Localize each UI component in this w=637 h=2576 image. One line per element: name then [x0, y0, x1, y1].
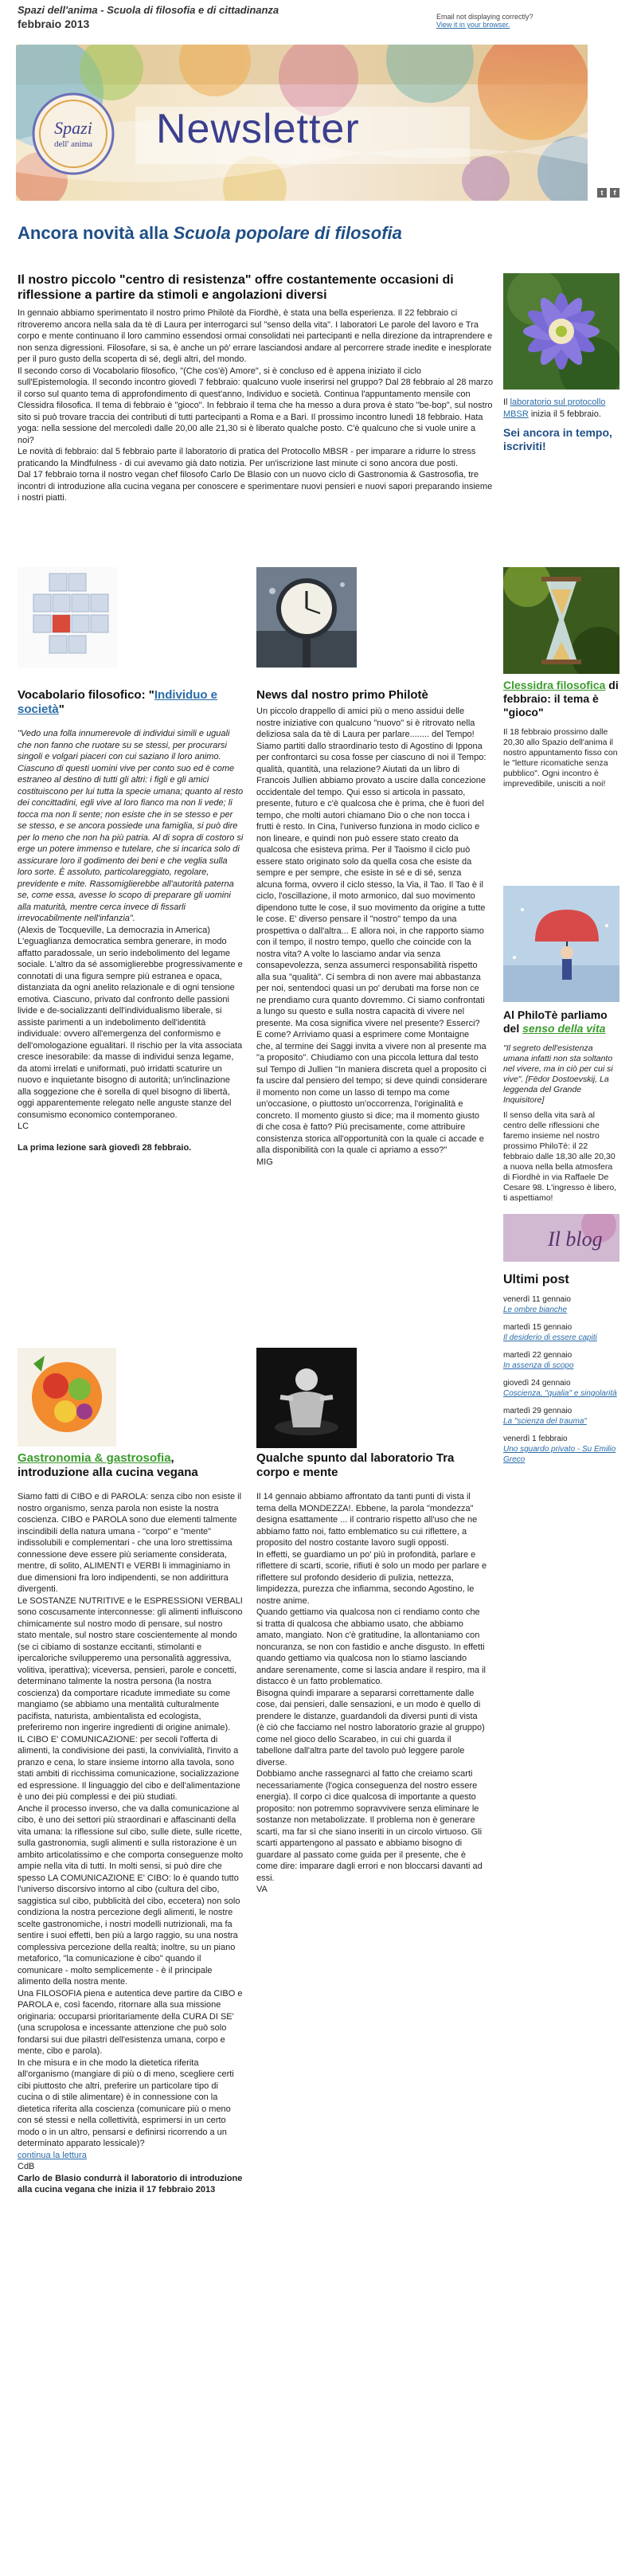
umbrella-image: [503, 886, 619, 1002]
intro-paragraph-4: Dal 17 febbraio torna il nostro vegan chef filosofo Carlo De Blasio con un nuovo ciclo di Gastronomia & Gastrosofia, tre incontri di introduzione alla cucina vegana per conoscere e sperimentare nuovi pensieri e nuovi sapori preparando insieme i nostri piatti.: [18, 470, 493, 503]
vocab-attribution: (Alexis de Tocqueville, La democrazia in America): [18, 925, 210, 935]
clessidra-link[interactable]: Clessidra filosofica: [503, 679, 606, 691]
blog-post-item: [503, 1294, 619, 1315]
blog-heading: Ultimi post: [503, 1273, 569, 1286]
gastro-title: Gastronomia & gastrosofia, introduzione alla cucina vegana: [18, 1451, 198, 1479]
blog-post-item: [503, 1406, 619, 1427]
gastro-paragraph-6: In che misura e in che modo la dietetica riferita all'organismo (mangiare di più o di meno, scegliere certi cibi piuttosto che altri, preferire un particolare tipo di cucina o di stile alimentare) è in connessione con la dietetica riferita alla coscienza (comunicare più o meno con sé stessi e nella collettività, esprimersi in un certo modo o in un altro, pensarsi e definirsi ricorrendo a un determinato apparato lessicale)?: [18, 2057, 234, 2148]
clessidra-body: Il 18 febbraio prossimo dalle 20,30 allo Spazio dell'anima il nostro appuntamento fisso con le "letture ricomatiche senza pubblico". Ogni incontro è imprevedibile, unisciti a noi!: [503, 727, 618, 789]
corpo-paragraph-4: Bisogna quindi imparare a separarsi correttamente dalle cose, dai pensieri, dalle sensazioni, e un modo è quello di prendere le distanze, guardandoli da diversi punti di vista (è ciò che facciamo nel nostro laboratorio grazie al gruppo) come nel gioco dello Scarabeo, in cui chi guarda il tabellone dall'altra parte del tavolo può leggere parole diverse.: [256, 1688, 485, 1768]
philote-sidebar: [503, 1008, 619, 1204]
top-bar: [0, 0, 637, 45]
vocab-quote: "Vedo una folla innumerevole di individui simili e uguali che non fanno che ruotare su se stessi, per procurarsi singoli e volgari piaceri con cui saziano il loro animo. Ciascuno di questi uomini vive per conto suo ed è come estraneo al destino di tutti gli altri: i figli e gli amici costituiscono per lui tutta la specie umana; quanto al resto dei concittadini, egli vive al loro fianco ma non li vede; li tocca ma non li sente; non esiste che in se stesso e per se stesso, e se ancora possiede una famiglia, si può dire per lo meno che non ha più patria. Al di sopra di costoro si erge un potere immenso e tutelare, che si incarica solo di assicurare loro il godimento dei beni e che veglia sulla loro sorte. È assoluto, particolareggiato, regolare, previdente e mite. Rassomiglierebbe all'autorità paterna se, come essa, avesse lo scopo di preparare gli uomini alla maturità, mentre cerca invece di fissarli irrevocabilmente nell'infanzia".: [18, 729, 244, 923]
gastro-paragraph-4: Anche il processo inverso, che va dalla comunicazione al cibo, è uno dei settori più straordinari e affascinanti della vita umana: la riflessione sul cibo, sulle diete, sulle ricette, sulla gastronomia, sugli alimenti e sulla ristorazione è un ambito articolatissimo e che comporta conseguenze molto ampie nella vita di tutti. In molti sensi, si può dire che spesso LA COMUNICAZIONE E' CIBO: lo è quando tutto l'universo discorsivo intorno al cibo (cultura del cibo, saggistica sul cibo, pubblicità del cibo, eccetera) non solo condiziona la nostra percezione degli alimenti, le nostre scelte gastronomiche, i nostri modelli nutrizionali, ma fa sentire i suoi effetti, ben più a largo raggio, su una nostra complessiva percezione della realtà; inoltre, su un piano metaforico, "la comunicazione è cibo" quando il comunicare - molto semplicemente - è il principale alimento della nostra mente.: [18, 1803, 244, 1987]
bw-figure-image: [256, 1348, 357, 1448]
philote-signature: MIG: [256, 1157, 273, 1167]
intro-paragraph-3: Le novità di febbraio: dal 5 febbraio parte il laboratorio di pratica del Protocollo MBSR - per imparare a ridurre lo stress praticando la Mindfulness - di cui avevamo già dato notizia. Per un'iscrizione last minute ci sono ancora due posti.: [18, 447, 476, 468]
corpo-section: [256, 1451, 487, 1896]
blog-post-date: giovedì 24 gennaio: [503, 1379, 571, 1388]
issue-date: febbraio 2013: [18, 18, 90, 30]
corpo-paragraph-1: Il 14 gennaio abbiamo affrontato da tanti punti di vista il tema della MONDEZZA!. Ebbene, la parola "mondezza" designa esattamente ... il contrario rispetto all'uso che ne abbiamo fatto noi, fatto emblematico su cui riflettere, a proposito del nostro costante lavoro sugli opposti.: [256, 1492, 478, 1548]
header-banner: [16, 45, 588, 201]
blog-post-date: venerdì 1 febbraio: [503, 1435, 568, 1443]
blog-post-date: martedì 15 gennaio: [503, 1323, 573, 1332]
philote-sidebar-heading: Al PhiloTè parliamo del senso della vita: [503, 1008, 608, 1035]
mbsr-sidebar: Il laboratorio sul protocollo MBSR inizia il 5 febbraio. Sei ancora in tempo, iscriviti!: [503, 397, 619, 453]
blog-post-link[interactable]: Le ombre bianche: [503, 1306, 568, 1314]
logo-text-spazi: Spazi: [54, 118, 92, 138]
banner-title: Newsletter: [156, 106, 360, 152]
philote-body: Un piccolo drappello di amici più o meno assidui delle nostre iniziative con qualcuno "nuovo" si è ritrovato nella deliziosa sala da tè di Laura per parlare........ del Tempo! Siamo partiti dallo straordinario testo di Agostino di Ippona per confrontarci su cosa fosse per ciascuno di noi il Tempo: qualità, quantità, una relazione? Aiutati da un libro di Francois Jullien abbiamo provato a uscire dalla concezione occidentale del tempo. Qui esso si articola in passato, presente, futuro e c'è qualcosa che è prima, che è fuori del tempo, che molti autori chiamano Dio o che non tocca i frutti è resto. In Cina, l'universo funziona in modo ciclico e non lineare, e quindi non può essere stato creato da qualcosa che esisteva prima. Per il Taoismo il ciclo può essere stato originato solo da quella cosa che esiste da sempre e per sempre, che esiste in sé e di sé, senza alcuna forma, ovvero il ciclo stesso, la Via, il Tao. Il Tao è il ciclo, l'oscillazione, il moto armonico, dal suo movimento dipendono tutte le cose, il suo movimento da origine a tutte le cose. E' diverso pensare il "nostro" tempo da una prospettiva o dall'altra... E allora noi, in che rapporto siamo con il tempo, il nostro tempo, quello che coincide con la nostra vita? A volte lo lasciamo andar via senza consapevolezza, senza assumerci responsabilità rispetto alla sua "qualità". Ci sembra di non avere mai abbastanza per noi, sentendoci quasi un po' derubati ma forse non ce ne prendiamo cura quanto dovremmo. Ci siamo confrontati a lungo su questo e sulla nostra capacità di vivere nel presente. Ma cosa significa vivere nel presente? Esserci? E come? Arriviamo quasi a esprimere come Montaigne che, al termine dei Saggi invita a vivere non al presente ma "a proposito". Chiudiamo con una piccola lettura dal testo sul Tempo di Jullien "In maniera discreta quel a proposito ci fa uscire dal pensiero del tempo; si deve quindi considerare il momento non come un lasso di tempo ma come un'occasione, o piuttosto un'occorrenza, l'originalità e concreto. Il momento giusto si dice; ma il momento giusto di che cosa è fatto? Più precisamente, come attribuire consistenza storica all'opportunità con la quale ci accade e alla disponibilità con la quale ci apriamo a esso?": [256, 707, 487, 1155]
philote-sidebar-quote: "Il segreto dell'esistenza umana infatti non sta soltanto nel vivere, ma in ciò per cui si vive". [Fëdor Dostoevskij, La leggenda del Grande Inquisitore]: [503, 1043, 613, 1105]
blog-section: [503, 1273, 619, 1472]
view-in-browser-link[interactable]: View it in your browser.: [436, 21, 510, 29]
vocab-title: Vocabolario filosofico: "Individuo e società": [18, 688, 218, 716]
vocab-signature: LC: [18, 1122, 29, 1131]
gastro-paragraph-2: Le SOSTANZE NUTRITIVE e le ESPRESSIONI VERBALI sono coscusamente interconnesse: gli alimenti influiscono chimicamente sul nostro modo di pensare, sul nostro stato mentale, sul nostro stare coscientemente al mondo (se ci cibiamo di sostanze eccitanti, stimolanti e ipercaloriche svilupperemo una personalità aggressiva, volitiva, iperattiva); viceversa, pensieri, parole e concetti, determinano talmente la nostra persona (la nostra coscienza) da comportare ricadute immediate su come mangiamo (se abbiamo una mentalità culturalmente pacifista, naturista, ambientalista ed ecologista, preferiremo non ingerire ingredienti di origine animale).: [18, 1595, 243, 1732]
clock-image: [256, 567, 357, 667]
intro-heading: Il nostro piccolo "centro di resistenza" offre costantemente occasioni di riflessione a partire da stimoli e angolazioni diversi: [18, 273, 454, 302]
vegetables-image: [18, 1348, 116, 1447]
gastro-footer: Carlo de Blasio condurrà il laboratorio di introduzione alla cucina vegana che inizia il 17 febbraio 2013: [18, 2173, 243, 2194]
facebook-icon[interactable]: f: [610, 188, 619, 198]
gastro-link[interactable]: Gastronomia & gastrosofia: [18, 1451, 171, 1465]
vocab-section: [18, 688, 244, 1153]
view-in-browser[interactable]: Email not displaying correctly? View it in your browser.: [436, 13, 533, 29]
corpo-paragraph-5: Dobbiamo anche rassegnarci al fatto che creiamo scarti necessariamente (l'ogica conseguenza del nostro essere energia). Il corpo ci dice qualcosa di importante a questo proposito: non potremmo sopravvivere senza eliminare le sostanze non metabolizzate. Il problema non è generare scarti, ma far sì che siano inseriti in un circolo virtuoso. Gli scarti appartengono al passato e abbiamo bisogno di guardare al passato come guida per il presente, che è come dire: imparare dagli errori e non bloccarsi davanti ad essi.: [256, 1769, 483, 1883]
senso-della-vita-link[interactable]: senso della vita: [522, 1022, 606, 1035]
blog-post-link[interactable]: Coscienza, "qualia" e singolarità: [503, 1389, 617, 1398]
clessidra-sidebar: [503, 679, 619, 789]
philote-sidebar-body: Il senso della vita sarà al centro delle riflessioni che faremo insieme nel nostro prossimo PhiloTè: il 22 febbraio dalle 18,30 alle 20,30 a nuova nella bella atmosfera di Fiordhè in via Raffaele De Cesare 98. L'ingresso è libero, ti aspettiamo!: [503, 1110, 617, 1203]
gastro-section: [18, 1451, 244, 2196]
gastro-paragraph-3: IL CIBO E' COMUNICAZIONE: per secoli l'offerta di alimenti, la condivisione dei pasti, la convivialità, l'invito a pranzo e cena, lo stare insieme intorno alla tavola, sono stati ambiti di ricchissima comunicazione, socializzazione ed espressione. Il linguaggio del cibo e dell'alimentazione è uno dei più complessi e dei più studiati.: [18, 1734, 240, 1802]
corpo-paragraph-2: In effetti, se guardiamo un po' più in profondità, parlare e riflettere di scarti, scorie, rifiuti è solo un modo per parlare e riflettere sul profondo desiderio di pulizia, nettezza, limpidezza, purezza che infiamma, secondo Agostino, le nostre anime.: [256, 1549, 487, 1606]
blog-logo[interactable]: [503, 1214, 619, 1262]
blog-post-list: [503, 1294, 619, 1465]
blog-post-item: [503, 1322, 619, 1343]
blog-post-link[interactable]: La "scienza del trauma": [503, 1417, 587, 1426]
clessidra-title: Clessidra filosofica di febbraio: il tema è "gioco": [503, 679, 619, 718]
gastro-paragraph-1: Siamo fatti di CIBO e di PAROLA: senza cibo non esiste il nostro organismo, senza parola non esiste la nostra coscienza. CIBO e PAROLA sono due elementi talmente inscindibili della natura umana - "corpo" e "mente" indissolubili e complementari - che una loro strettissima connessione deve essere più seriamente considerata, mentre, di solito, ALIMENTI e VERBI li immaginiamo in due dimensioni fra loro indipendenti, se non addirittura divergenti.: [18, 1492, 242, 1594]
blog-post-item: [503, 1378, 619, 1399]
org-name: Spazi dell'anima - Scuola di filosofia e di cittadinanza: [18, 4, 279, 16]
intro-paragraph-1: In gennaio abbiamo sperimentato il nostro primo Philotè da Fiordhè, è stata una bella esperienza. Il 22 febbraio ci ritroveremo ancora nella sala da tè di Laura per interrogarci sul "senso della vita". I laboratori Le parole del lavoro e Tra corpo e mente continuano il loro cammino essendosi ormai consolidati nei partecipanti e nella direzione da intraprendere e non senza digressioni. Filosofare, si sa, è anche un pò' errare lasciandosi andare al percorrere strade inedite e inesplorate per il puro gusto della scoperta di sé, degli altri, del mondo.: [18, 308, 493, 364]
blog-post-item: [503, 1350, 619, 1371]
cube-sculpture-image: [18, 567, 118, 667]
continue-reading-link[interactable]: continua la lettura: [18, 2150, 87, 2160]
vocab-footer: La prima lezione sarà giovedì 28 febbraio.: [18, 1142, 192, 1153]
philote-title: News dal nostro primo Philotè: [256, 688, 428, 702]
blog-logo-text: Il blog: [548, 1227, 603, 1251]
intro-paragraph-2: Il secondo corso di Vocabolario filosofico, "(Che cos'è) Amore", si è concluso ed è appena iniziato il ciclo sull'Epistemologia. Il secondo incontro giovedì 7 febbraio: qualcuno vuole inserirsi nel gruppo? Dal 28 febbraio al 28 marzo il corso sul quanto tema di approfondimento di quest'anno, Individuo e società. Continua l'appuntamento mensile con Clessidra filosofica. Il tema di febbraio è "gioco". In febbraio il tema che ha messo a dura prova è stato "be-bop", sul nostro sito si può trovare traccia dei contributi di tutti partecipanti a Roma e a Bari. Il prossimo incontro lunedì 18 febbraio. Hata yoga: nella sessione del mercoledì dalle 20,00 alle 21,30 si è liberato qualche posto. C'è qualcuno che si vuole unire a noi?: [18, 366, 494, 445]
corpo-title: Qualche spunto dal laboratorio Tra corpo e mente: [256, 1451, 455, 1479]
social-icons: [597, 188, 619, 198]
blog-post-item: [503, 1434, 619, 1465]
gastro-paragraph-5: Una FILOSOFIA piena e autentica deve partire da CIBO e PAROLA e, così facendo, ritornare alla sua missione originaria: occuparsi prioritariamente della CURA DI SE' (una scrupolosa e incessante attenzione che può solo fondarsi sui due pilastri dell'esistenza umana, corpo e mente, cibo e parola).: [18, 1988, 243, 2056]
blog-post-link[interactable]: In assenza di scopo: [503, 1361, 574, 1370]
mbsr-link[interactable]: laboratorio sul protocollo MBSR: [503, 397, 606, 419]
philote-section: [256, 688, 487, 1168]
blog-post-date: martedì 22 gennaio: [503, 1351, 573, 1360]
gastro-signature: CdB: [18, 2162, 35, 2171]
logo-text-anima: dell' anima: [53, 139, 93, 149]
hourglass-image: [503, 567, 619, 674]
page-headline: Ancora novità alla Scuola popolare di filosofia: [18, 223, 402, 243]
blog-post-date: venerdì 11 gennaio: [503, 1295, 571, 1304]
blog-post-link[interactable]: Il desiderio di essere capiti: [503, 1333, 597, 1342]
corpo-signature: VA: [256, 1885, 268, 1894]
vocab-body: L'eguaglianza democratica sembra generare, in modo affatto paradossale, un serio indebolimento del legame sociale. L'altro da sé assomiglierebbe progressivamente e connotati di una figura sempre più estranea e opaca, distanziata da ogni anelito relazionale e di ogni tensione emotiva. Ciascuno, privato dal confronto delle passioni livide e de-socializzanti dell'individualismo liberale, si assiste parimenti a un indebolimento dell'identità individuale: ovvero all'emergenza del conformismo e dell'omologazione egualitari. Il rischio per la vita associata cresce inesorabile: da masse di individui senza legame, da atomi irrelati e uniformati, può irridatti scaturire un nuovo e inquietante bisogno di autorità; un'inclinazione alla soggezione che è sorella di quel bisogno di libertà, oggi apparentemente relegato nelle anguste stanze del consumismo economico contemporaneo.: [18, 937, 243, 1120]
mbsr-cta-heading: Sei ancora in tempo, iscriviti!: [503, 426, 612, 452]
corpo-paragraph-3: Quando gettiamo via qualcosa non ci rendiamo conto che si tratta di qualcosa che abbiamo usato, che abbiamo amato, mangiato. Non c'è gratitudine, la allontaniamo con noncuranza, se non con fastidio e anche disgusto. In effetti quando gettiamo via qualcosa non lo stiamo lasciando andare serenamente, come si lascia andare il respiro, ma il distacco è un fatto problematico.: [256, 1607, 486, 1686]
intro-section: [18, 272, 494, 504]
blog-post-link[interactable]: Uno sguardo privato - Su Emilio Greco: [503, 1445, 616, 1464]
flower-image: [503, 273, 619, 390]
vocab-link[interactable]: Individuo e società: [18, 688, 218, 716]
twitter-icon[interactable]: t: [597, 188, 607, 198]
blog-post-date: martedì 29 gennaio: [503, 1407, 573, 1415]
